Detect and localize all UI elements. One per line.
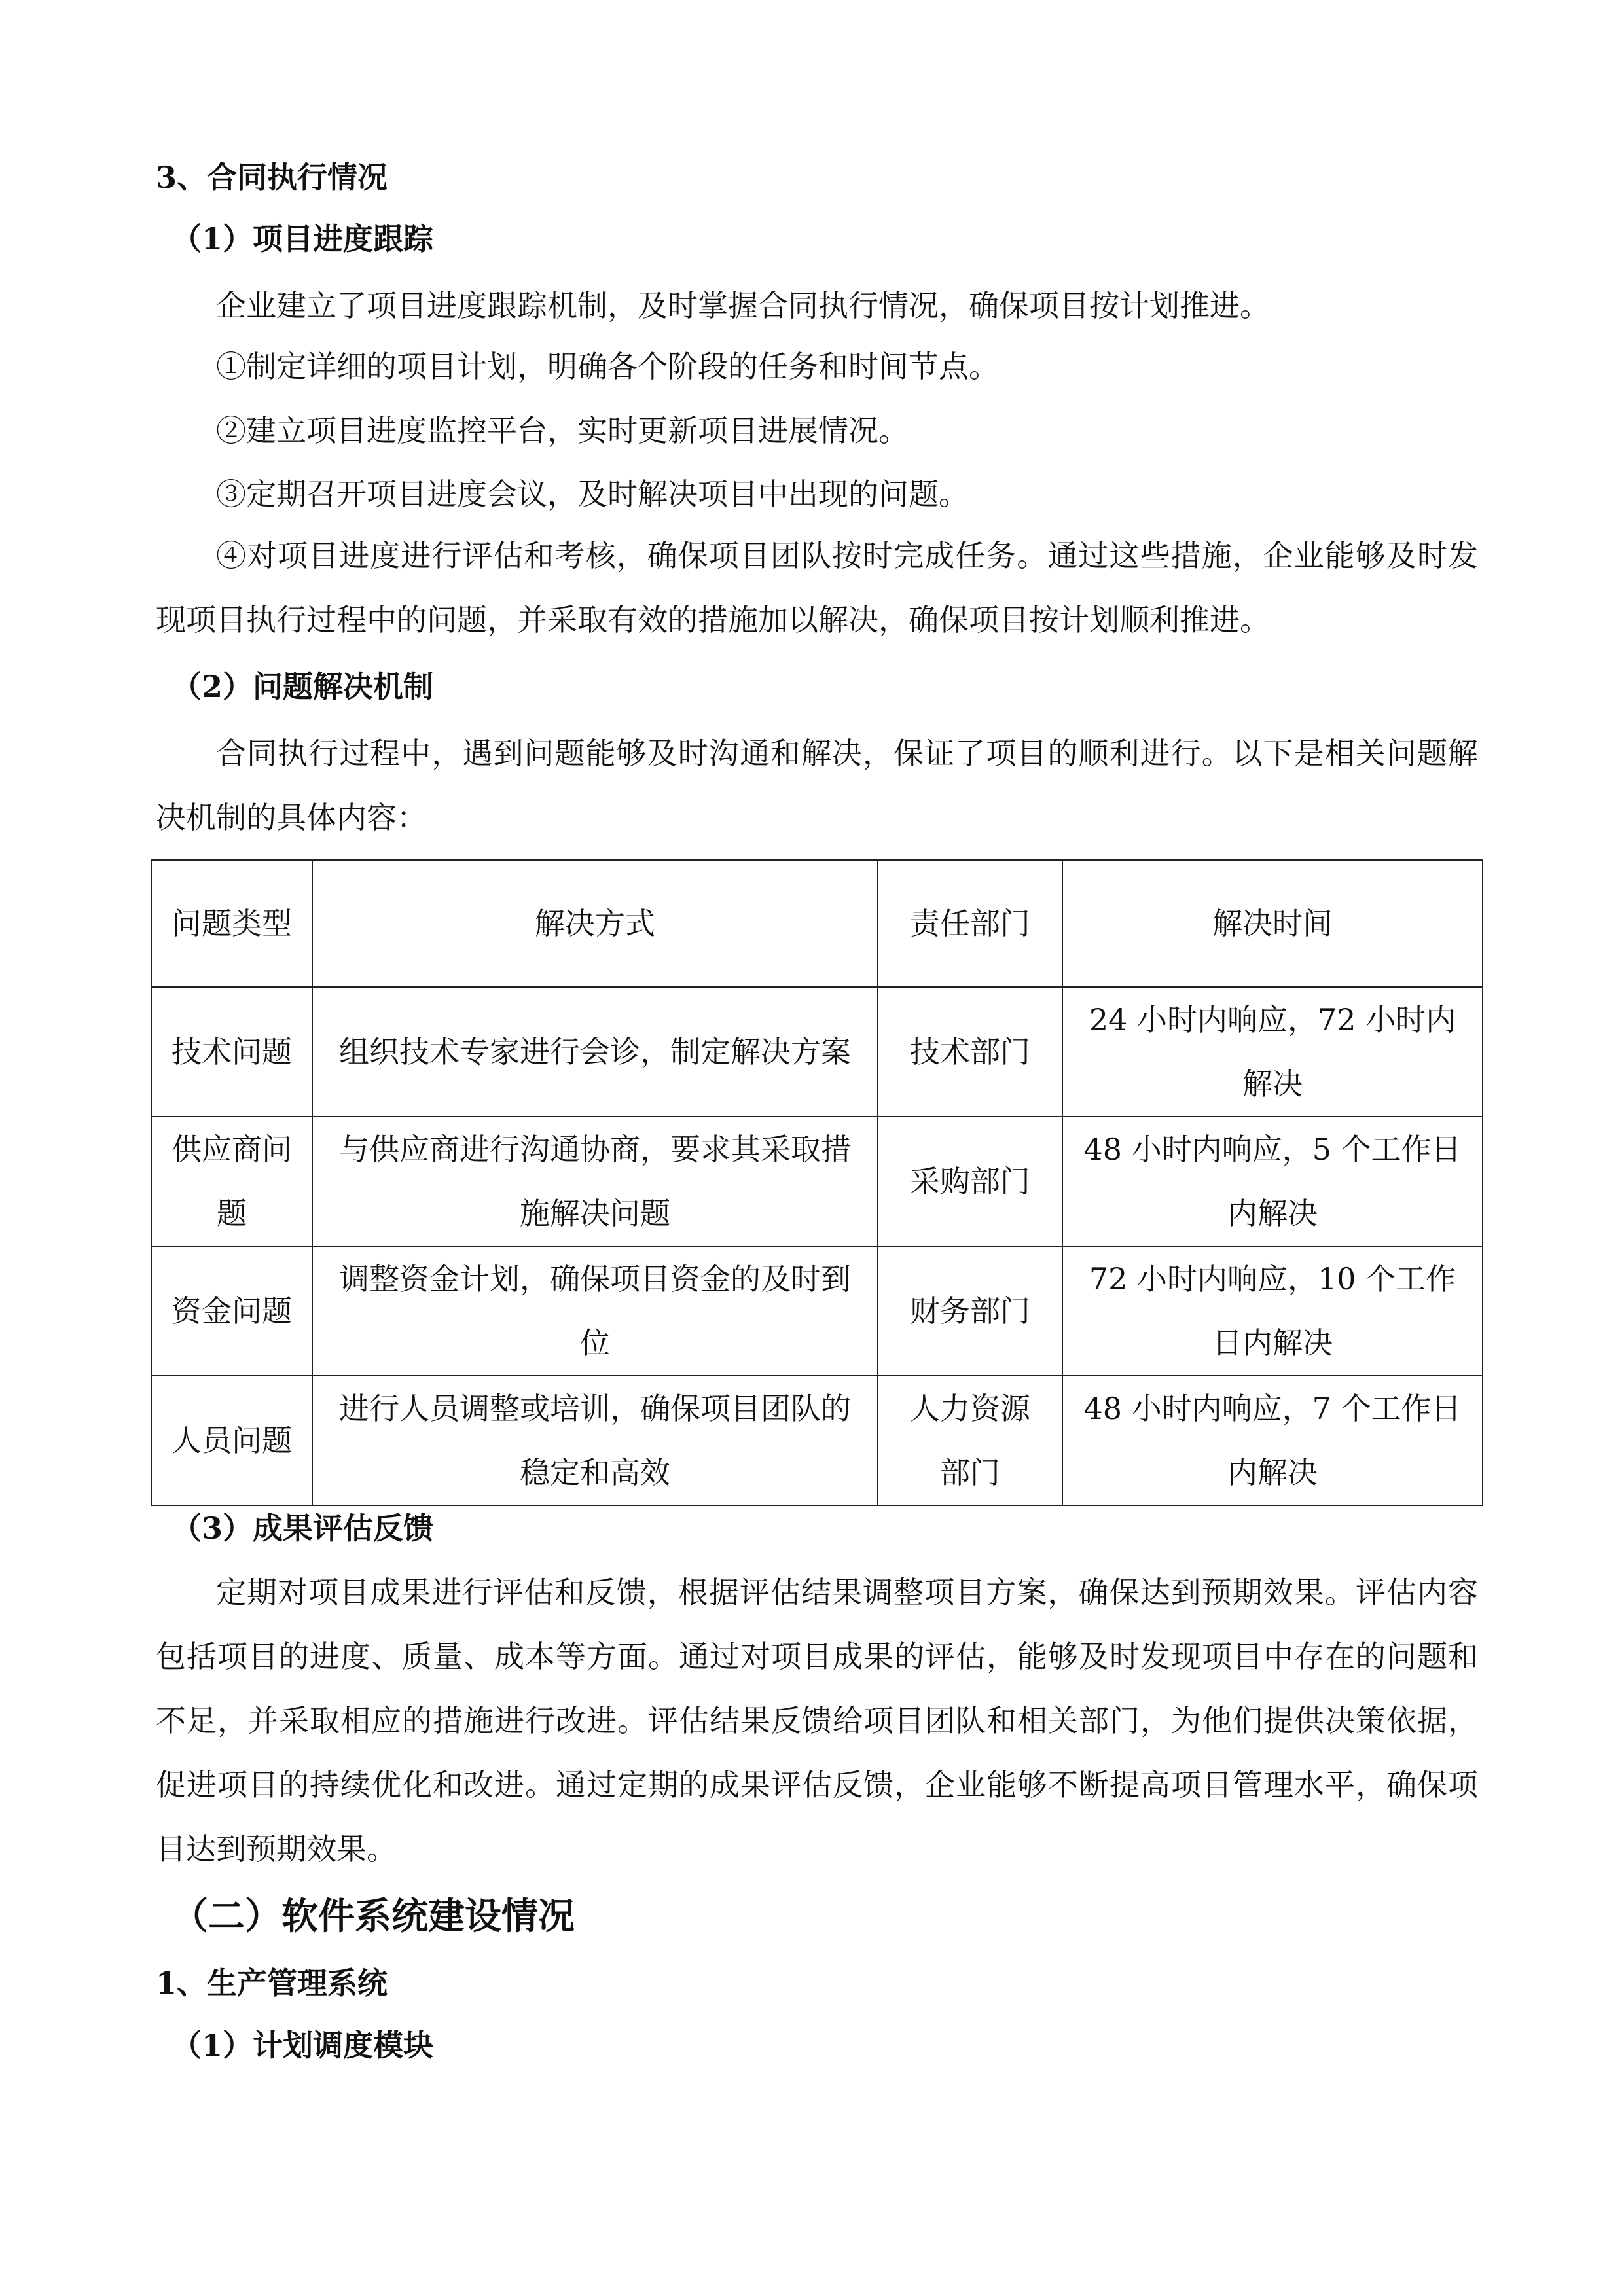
header-solution-method: 解决方式 (312, 860, 878, 987)
table-cell: 人员问题 (151, 1376, 312, 1505)
contract-execution-heading: 3、合同执行情况 (156, 160, 388, 195)
table-row (151, 1117, 1483, 1246)
problem-solving-heading: （2）问题解决机制 (171, 669, 434, 704)
progress-item-2: ②建立项目进度监控平台，实时更新项目进展情况。 (216, 413, 909, 448)
table-cell: 48 小时内响应，7 个工作日内解决 (1062, 1376, 1483, 1505)
header-responsible-dept: 责任部门 (878, 860, 1062, 987)
table-cell: 技术问题 (151, 987, 312, 1117)
table-row (151, 1376, 1483, 1505)
progress-tracking-heading: （1）项目进度跟踪 (171, 221, 434, 257)
progress-item-3: ③定期召开项目进度会议，及时解决项目中出现的问题。 (216, 476, 969, 512)
header-resolution-time: 解决时间 (1062, 860, 1483, 987)
table-cell: 资金问题 (151, 1246, 312, 1376)
table-row (151, 987, 1483, 1117)
problem-solving-table (151, 859, 1483, 1506)
header-problem-type: 问题类型 (151, 860, 312, 987)
table-cell: 人力资源部门 (878, 1376, 1062, 1505)
evaluation-paragraph: 定期对项目成果进行评估和反馈，根据评估结果调整项目方案，确保达到预期效果。评估内容包括项目的进度、质量、成本等方面。通过对项目成果的评估，能够及时发现项目中存在的问题和不足，并采取相应的措施进行改进。评估结果反馈给项目团队和相关部门，为他们提供决策依据，促进项目的持续优化和改进。通过定期的成果评估反馈，企业能够不断提高项目管理水平，确保项目达到预期效果。 (156, 1575, 1478, 1867)
progress-item-1: ①制定详细的项目计划，明确各个阶段的任务和时间节点。 (216, 349, 999, 384)
table-row (151, 1246, 1483, 1376)
problem-intro-paragraph: 合同执行过程中，遇到问题能够及时沟通和解决，保证了项目的顺利进行。以下是相关问题解决机制的具体内容： (156, 736, 1478, 835)
software-construction-heading: （二）软件系统建设情况 (171, 1895, 575, 1938)
table-cell: 与供应商进行沟通协商，要求其采取措施解决问题 (312, 1117, 878, 1246)
scheduling-module-heading: （1）计划调度模块 (171, 2028, 434, 2063)
progress-intro-paragraph: 企业建立了项目进度跟踪机制，及时掌握合同执行情况，确保项目按计划推进。 (216, 288, 1270, 323)
table-cell: 48 小时内响应，5 个工作日内解决 (1062, 1117, 1483, 1246)
table-cell: 财务部门 (878, 1246, 1062, 1376)
table-cell: 技术部门 (878, 987, 1062, 1117)
production-system-heading: 1、生产管理系统 (156, 1965, 388, 2001)
table-cell: 72 小时内响应，10 个工作日内解决 (1062, 1246, 1483, 1376)
table-cell: 供应商问题 (151, 1117, 312, 1246)
evaluation-heading: （3）成果评估反馈 (171, 1511, 434, 1546)
progress-item-4-paragraph: ④对项目进度进行评估和考核，确保项目团队按时完成任务。通过这些措施，企业能够及时发现项目执行过程中的问题，并采取有效的措施加以解决，确保项目按计划顺利推进。 (156, 538, 1478, 637)
table-cell: 采购部门 (878, 1117, 1062, 1246)
table-cell: 24 小时内响应，72 小时内解决 (1062, 987, 1483, 1117)
table-header-row (151, 860, 1483, 987)
table-cell: 组织技术专家进行会诊，制定解决方案 (312, 987, 878, 1117)
table-cell: 调整资金计划，确保项目资金的及时到位 (312, 1246, 878, 1376)
table-cell: 进行人员调整或培训，确保项目团队的稳定和高效 (312, 1376, 878, 1505)
